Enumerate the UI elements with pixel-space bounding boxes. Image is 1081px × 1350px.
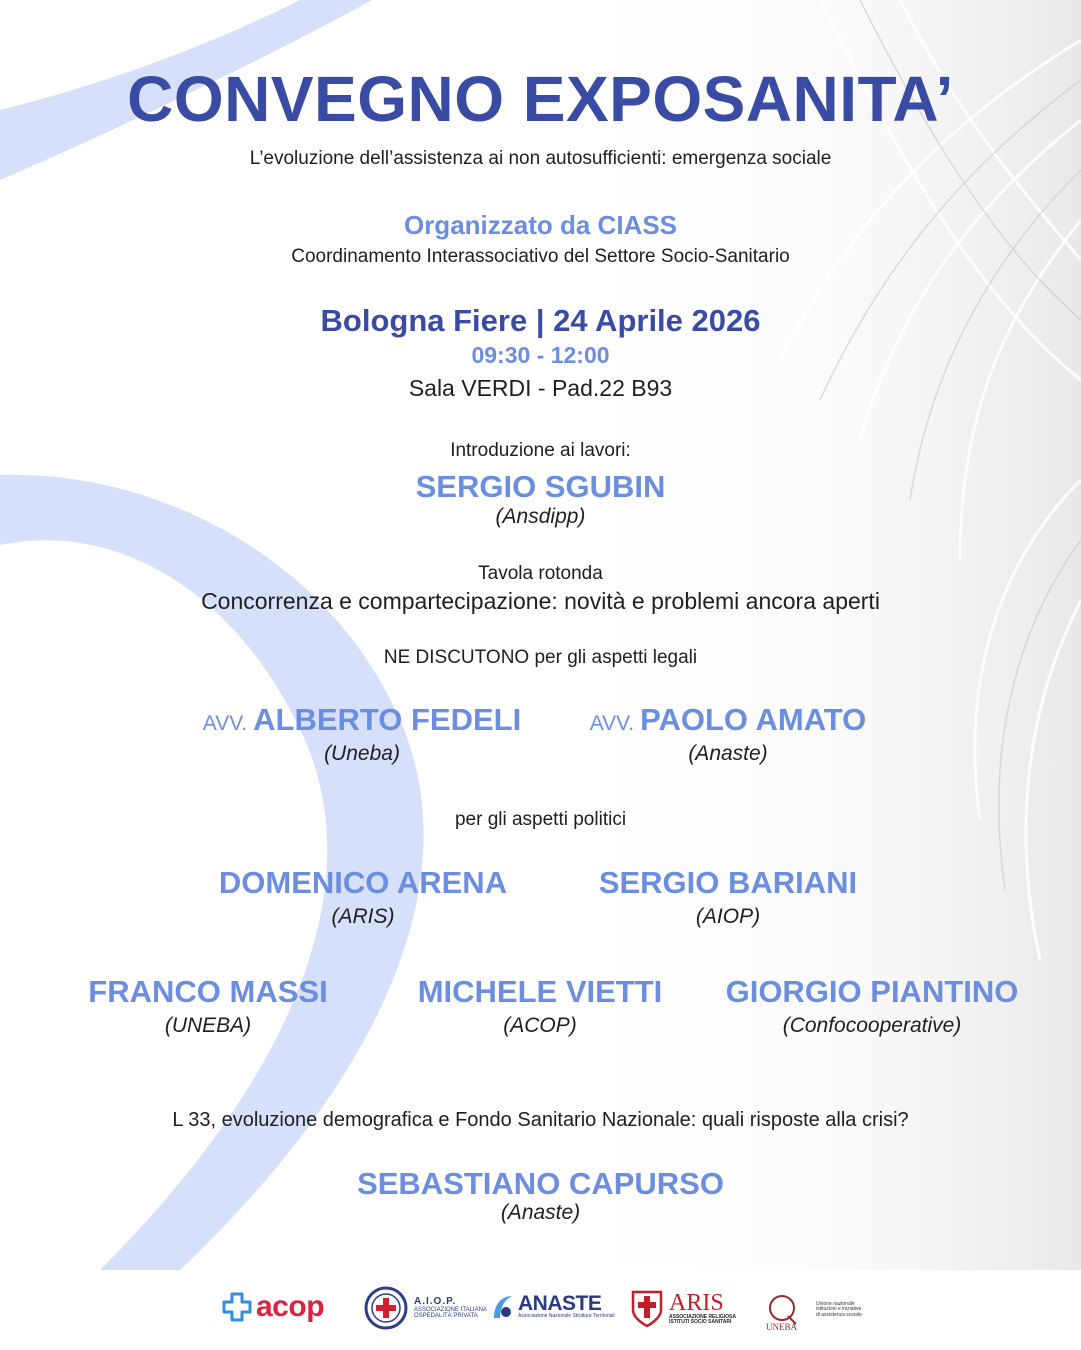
acop-logo	[222, 1290, 324, 1324]
uneba-logo	[766, 1290, 862, 1330]
speaker-name: PAOLO AMATO	[640, 702, 867, 737]
speaker-name: GIORGIO PIANTINO	[725, 974, 1019, 1009]
aiop-seal-icon	[364, 1286, 408, 1330]
event-date-place: Bologna Fiere | 24 Aprile 2026	[320, 303, 761, 338]
legal-speaker	[162, 702, 562, 766]
aiop-logo-name: A.I.O.P.	[414, 1296, 457, 1307]
uneba-logo-subtitle: Unione nazionale istituzioni e iniziative di assistenza sociale	[816, 1301, 862, 1318]
event-time: 09:30 - 12:00	[471, 342, 610, 368]
organizer-description: Coordinamento Interassociativo del Settore Socio-Sanitario	[291, 246, 790, 267]
speaker-name: FRANCO MASSI	[88, 974, 328, 1009]
page-subtitle: L’evoluzione dell’assistenza ai non autosufficienti: emergenza sociale	[249, 148, 832, 169]
uneba-logo-name: UNEBA	[766, 1322, 797, 1332]
legal-section-label: NE DISCUTONO per gli aspetti legali	[383, 647, 698, 668]
political-speaker	[390, 974, 690, 1038]
intro-speaker-org: (Ansdipp)	[495, 505, 586, 528]
speaker-org: (ARIS)	[331, 905, 395, 928]
round-table-label: Tavola rotonda	[478, 563, 603, 584]
aris-logo-name: ARIS	[669, 1290, 724, 1316]
intro-label: Introduzione ai lavori:	[450, 440, 631, 461]
aiop-logo	[364, 1286, 504, 1330]
speaker-prefix: AVV.	[202, 712, 248, 735]
aris-logo	[630, 1288, 739, 1328]
speaker-name: SERGIO BARIANI	[598, 865, 858, 900]
speaker-org: (UNEBA)	[164, 1014, 252, 1037]
anaste-logo-name: ANASTE	[518, 1292, 602, 1315]
acop-cross-icon	[222, 1292, 252, 1322]
closing-speaker-name: SEBASTIANO CAPURSO	[357, 1166, 724, 1201]
speaker-org: (Uneba)	[324, 742, 400, 765]
speaker-org: (ACOP)	[503, 1014, 577, 1037]
organizer-heading: Organizzato da CIASS	[403, 210, 678, 240]
round-table-topic: Concorrenza e compartecipazione: novità e problemi ancora aperti	[201, 588, 880, 614]
anaste-logo-subtitle: Associazione Nazionale Strutture Territoriali	[518, 1313, 615, 1319]
closing-topic: L 33, evoluzione demografica e Fondo Sanitario Nazionale: quali risposte alla crisi?	[172, 1109, 909, 1131]
speaker-org: (Anaste)	[688, 742, 768, 765]
speaker-name: DOMENICO ARENA	[218, 865, 508, 900]
intro-speaker-name: SERGIO SGUBIN	[415, 469, 666, 504]
speaker-prefix: AVV.	[589, 712, 635, 735]
page-title: CONVEGNO EXPOSANITA’	[127, 63, 954, 135]
aris-crest-icon	[630, 1288, 664, 1328]
speaker-name: ALBERTO FEDELI	[253, 702, 522, 737]
anaste-mark-icon	[490, 1292, 514, 1320]
aiop-logo-subtitle: ASSOCIAZIONE ITALIANA OSPEDALITÀ PRIVATA	[414, 1307, 487, 1319]
political-speaker	[712, 974, 1032, 1038]
legal-speaker	[528, 702, 928, 766]
speaker-org: (Confocooperative)	[782, 1014, 962, 1037]
aris-logo-subtitle: ASSOCIAZIONE RELIGIOSA ISTITUTI SOCIO SANITARI	[669, 1314, 736, 1325]
political-section-label: per gli aspetti politici	[454, 809, 627, 830]
anaste-logo	[490, 1292, 615, 1320]
acop-logo-text: acop	[256, 1290, 325, 1323]
speaker-org: (AIOP)	[695, 905, 761, 928]
speaker-name: MICHELE VIETTI	[417, 974, 663, 1009]
political-speaker	[528, 865, 928, 929]
political-speaker	[58, 974, 358, 1038]
partner-logos	[0, 1270, 1081, 1350]
political-speaker	[163, 865, 563, 929]
event-room: Sala VERDI - Pad.22 B93	[408, 375, 673, 401]
closing-speaker-org: (Anaste)	[500, 1201, 581, 1224]
